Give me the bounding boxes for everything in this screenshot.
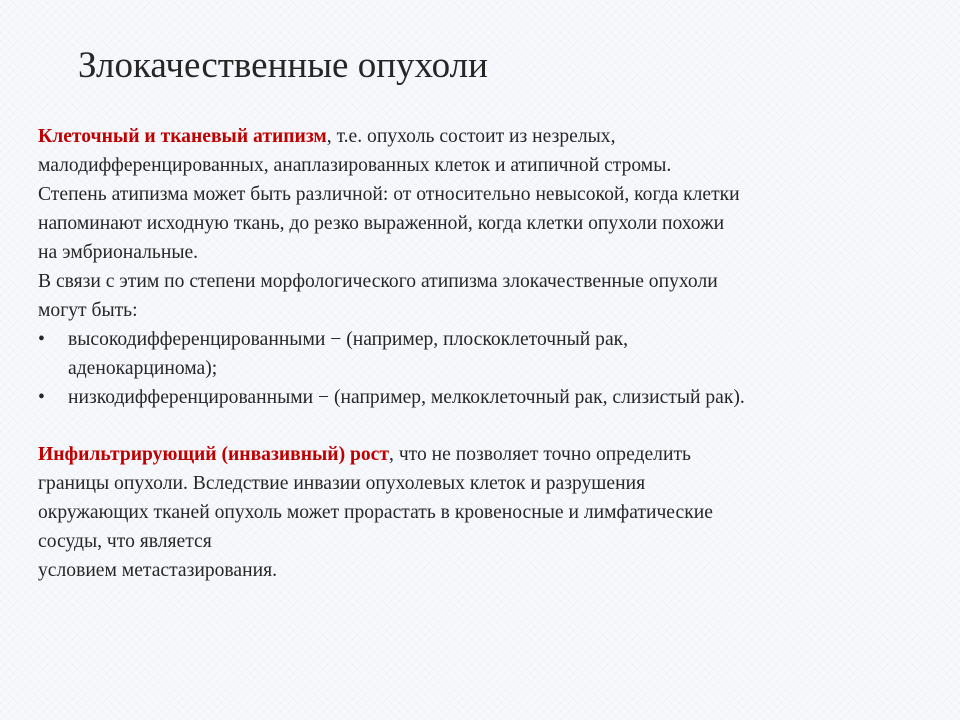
bullet-marker: • (38, 387, 45, 408)
slide-body (38, 122, 918, 585)
para2-line2: границы опухоли. Вследствие инвазии опухолевых клеток и разрушения (38, 473, 646, 494)
para1-line4: напоминают исходную ткань, до резко выраженной, когда клетки опухоли похожи (38, 213, 725, 234)
bullet-item-continuation (38, 354, 918, 383)
para1-line1-rest: , т.е. опухоль состоит из незрелых, (326, 126, 616, 147)
para2-line4: сосуды, что является (38, 531, 212, 552)
paragraph-spacer (38, 412, 918, 440)
para2-line1 (38, 440, 918, 469)
para1-line2: малодифференцированных, анаплазированных клеток и атипичной стромы. (38, 155, 672, 176)
para2-line1-rest: , что не позволяет точно определить (389, 444, 691, 465)
cellular-atypism-highlight: Клеточный и тканевый атипизм (38, 126, 327, 147)
para1-line1 (38, 122, 918, 151)
para2-line5: условием метастазирования. (38, 560, 277, 581)
bullet-item (38, 383, 918, 412)
bullet-item (38, 325, 918, 354)
para2-line3: окружающих тканей опухоль может прорастать в кровеносные и лимфатические (38, 502, 713, 523)
para1-line5: на эмбриональные. (38, 242, 199, 263)
bullet-text: низкодифференцированными − (например, мелкоклеточный рак, слизистый рак). (68, 387, 745, 408)
bullet-text: аденокарцинома); (68, 358, 218, 379)
para1-line3: Степень атипизма может быть различной: от относительно невысокой, когда клетки (38, 184, 740, 205)
bullet-text: высокодифференцированными − (например, плоскоклеточный рак, (68, 329, 629, 350)
para1-line7: могут быть: (38, 300, 138, 321)
slide-title: Злокачественные опухоли (78, 45, 488, 86)
infiltrating-growth-highlight: Инфильтрирующий (инвазивный) рост (38, 444, 390, 465)
para1-line6: В связи с этим по степени морфологического атипизма злокачественные опухоли (38, 271, 718, 292)
bullet-marker: • (38, 329, 45, 350)
